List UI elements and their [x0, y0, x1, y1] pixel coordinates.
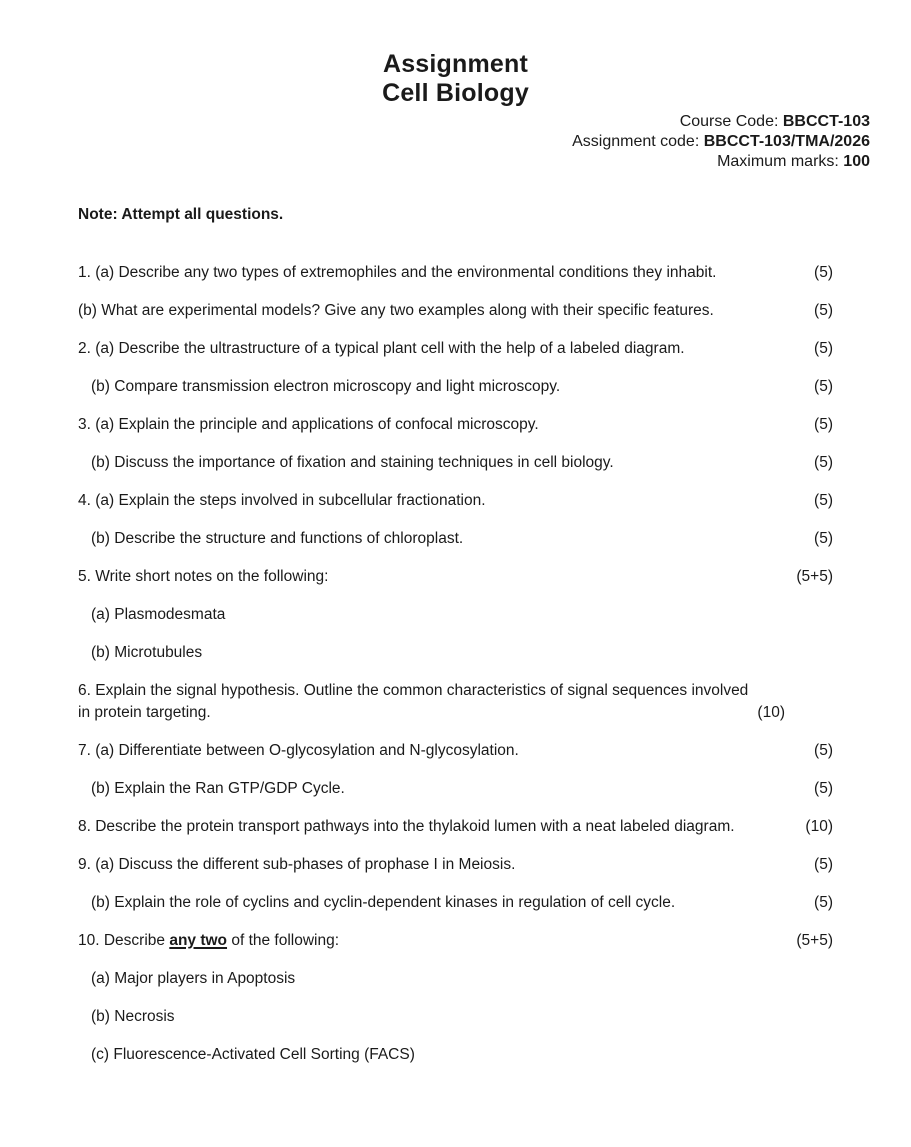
assignment-code-value: BBCCT-103/TMA/2026 [703, 133, 870, 150]
assignment-code-label: Assignment code: [572, 133, 704, 150]
question-text: 3. (a) Explain the principle and applications of confocal microscopy. [78, 416, 539, 433]
question-row [78, 930, 833, 952]
question-text: 1. (a) Describe any two types of extremophiles and the environmental conditions they inhabit. [78, 264, 717, 281]
question-row [78, 1006, 833, 1028]
course-code-label: Course Code: [679, 113, 783, 130]
question-row [78, 300, 833, 322]
question-text: (b) Necrosis [91, 1008, 175, 1025]
question-text: 8. Describe the protein transport pathways into the thylakoid lumen with a neat labeled diagram. [78, 818, 735, 835]
question-text: (b) Explain the role of cyclins and cyclin-dependent kinases in regulation of cell cycle. [91, 894, 676, 911]
note-text: Note: Attempt all questions. [78, 206, 284, 223]
question-text [78, 930, 788, 952]
question-row [78, 816, 833, 838]
question-row [78, 1044, 833, 1066]
question-row [78, 680, 833, 724]
question-text: (b) Describe the structure and functions of chloroplast. [91, 530, 464, 547]
question-text: 2. (a) Describe the ultrastructure of a typical plant cell with the help of a labeled diagram. [78, 340, 685, 357]
question-row [78, 376, 833, 398]
max-marks-line [41, 152, 870, 172]
question-text: (b) Compare transmission electron microscopy and light microscopy. [91, 378, 561, 395]
max-marks-value: 100 [843, 153, 870, 170]
max-marks-label: Maximum marks: [717, 153, 844, 170]
question-row [78, 528, 833, 550]
question-marks: (5) [814, 416, 833, 433]
course-info-block [41, 112, 870, 172]
question-marks: (5) [814, 378, 833, 395]
question-marks: (5) [814, 454, 833, 471]
question-row [78, 566, 833, 588]
question-row [78, 854, 833, 876]
question-text: (b) What are experimental models? Give any two examples along with their specific features. [78, 302, 714, 319]
question-marks: (10) [757, 704, 785, 721]
course-code-line [41, 112, 870, 132]
question-row [78, 968, 833, 990]
title-line-subject: Cell Biology [382, 79, 529, 107]
question-text: (b) Explain the Ran GTP/GDP Cycle. [91, 780, 345, 797]
assignment-code-line [41, 132, 870, 152]
question-marks: (5) [814, 264, 833, 281]
question-text: (c) Fluorescence-Activated Cell Sorting (FACS) [91, 1046, 415, 1063]
question-text: 7. (a) Differentiate between O-glycosylation and N-glycosylation. [78, 742, 519, 759]
question-marks: (5) [814, 780, 833, 797]
question-row [78, 262, 833, 284]
emphasized-text: any two [169, 932, 228, 949]
question-row [78, 490, 833, 512]
question-text: 9. (a) Discuss the different sub-phases of prophase I in Meiosis. [78, 856, 516, 873]
question-marks: (5) [814, 530, 833, 547]
question-marks: (5) [814, 742, 833, 759]
course-code-value: BBCCT-103 [782, 113, 870, 130]
question-text: 4. (a) Explain the steps involved in subcellular fractionation. [78, 492, 486, 509]
question-text: 5. Write short notes on the following: [78, 568, 329, 585]
question-text: (a) Plasmodesmata [91, 606, 226, 623]
question-text-segment: of the following: [227, 932, 340, 949]
question-marks: (5+5) [796, 932, 833, 949]
question-text: (b) Microtubules [91, 644, 203, 661]
question-marks: (5) [814, 340, 833, 357]
question-row [78, 892, 833, 914]
question-marks: (5) [814, 302, 833, 319]
question-row [78, 452, 833, 474]
question-marks: (10) [805, 818, 833, 835]
question-marks: (5) [814, 856, 833, 873]
question-row [78, 338, 833, 360]
question-text: (b) Discuss the importance of fixation and staining techniques in cell biology. [91, 454, 614, 471]
question-text: 6. Explain the signal hypothesis. Outline the common characteristics of signal sequences involved in protein targeting. [78, 682, 749, 721]
question-row [78, 740, 833, 762]
question-text-segment: 10. Describe [78, 932, 170, 949]
question-marks: (5+5) [796, 568, 833, 585]
question-row [78, 604, 833, 626]
document-title [41, 50, 870, 108]
question-marks: (5) [814, 894, 833, 911]
questions-list [78, 262, 833, 1066]
question-marks: (5) [814, 492, 833, 509]
question-row [78, 642, 833, 664]
title-line-assignment: Assignment [382, 50, 529, 78]
document-body [78, 204, 833, 1066]
question-row [78, 414, 833, 436]
question-row [78, 778, 833, 800]
question-text: (a) Major players in Apoptosis [91, 970, 296, 987]
